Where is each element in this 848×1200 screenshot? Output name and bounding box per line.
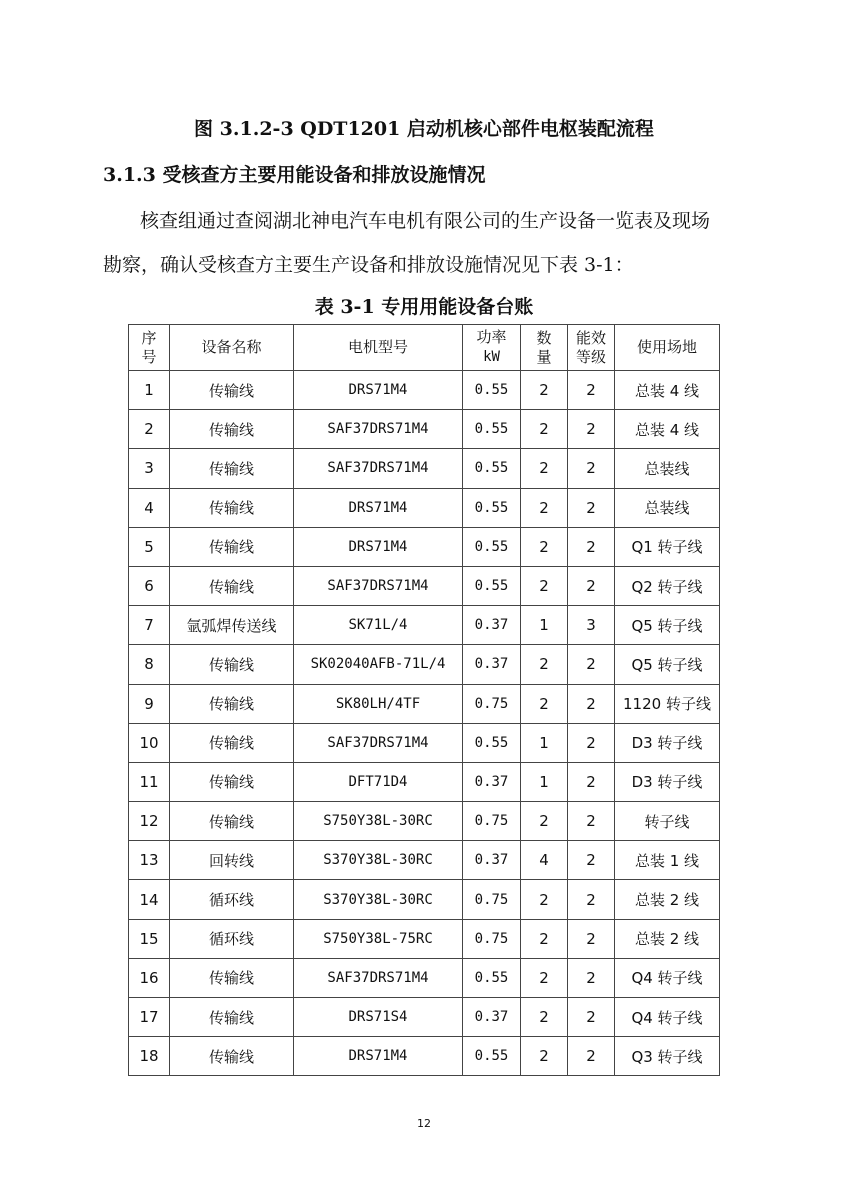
- table-row: [129, 762, 720, 801]
- cell-site: 1120 转子线: [615, 684, 720, 723]
- cell-seq: 7: [129, 606, 170, 645]
- header-seq: 序 号: [129, 325, 170, 371]
- cell-grade: 2: [568, 527, 615, 566]
- cell-qty: 2: [521, 1037, 568, 1076]
- section-heading: 3.1.3 受核查方主要用能设备和排放设施情况: [103, 164, 486, 186]
- cell-site: Q4 转子线: [615, 958, 720, 997]
- cell-model: SK80LH/4TF: [294, 684, 463, 723]
- cell-power: 0.37: [463, 998, 521, 1037]
- cell-model: SAF37DRS71M4: [294, 410, 463, 449]
- header-qty: 数 量: [521, 325, 568, 371]
- cell-seq: 12: [129, 802, 170, 841]
- cell-grade: 2: [568, 919, 615, 958]
- cell-qty: 2: [521, 566, 568, 605]
- cell-site: 总装 4 线: [615, 410, 720, 449]
- cell-seq: 15: [129, 919, 170, 958]
- cell-power: 0.37: [463, 645, 521, 684]
- cell-grade: 2: [568, 802, 615, 841]
- cell-name: 传输线: [170, 958, 294, 997]
- cell-power: 0.75: [463, 919, 521, 958]
- cell-seq: 1: [129, 371, 170, 410]
- cell-qty: 2: [521, 880, 568, 919]
- header-name: 设备名称: [170, 325, 294, 371]
- table-row: [129, 606, 720, 645]
- cell-qty: 2: [521, 998, 568, 1037]
- cell-power: 0.37: [463, 762, 521, 801]
- cell-site: Q2 转子线: [615, 566, 720, 605]
- cell-power: 0.55: [463, 958, 521, 997]
- cell-name: 传输线: [170, 1037, 294, 1076]
- cell-power: 0.75: [463, 880, 521, 919]
- cell-name: 传输线: [170, 723, 294, 762]
- cell-name: 传输线: [170, 449, 294, 488]
- cell-seq: 18: [129, 1037, 170, 1076]
- cell-power: 0.75: [463, 802, 521, 841]
- cell-grade: 2: [568, 488, 615, 527]
- cell-qty: 2: [521, 410, 568, 449]
- cell-power: 0.55: [463, 566, 521, 605]
- cell-site: Q3 转子线: [615, 1037, 720, 1076]
- table-row: [129, 919, 720, 958]
- cell-power: 0.55: [463, 371, 521, 410]
- table-header-row: [129, 325, 720, 371]
- table-row: [129, 1037, 720, 1076]
- table-row: [129, 488, 720, 527]
- cell-seq: 11: [129, 762, 170, 801]
- table-row: [129, 645, 720, 684]
- header-power: 功率 kW: [463, 325, 521, 371]
- cell-model: DRS71M4: [294, 371, 463, 410]
- cell-seq: 5: [129, 527, 170, 566]
- cell-seq: 10: [129, 723, 170, 762]
- table-row: [129, 527, 720, 566]
- cell-model: SK02040AFB-71L/4: [294, 645, 463, 684]
- cell-name: 传输线: [170, 998, 294, 1037]
- cell-qty: 2: [521, 527, 568, 566]
- cell-site: Q5 转子线: [615, 606, 720, 645]
- cell-model: SAF37DRS71M4: [294, 449, 463, 488]
- cell-name: 传输线: [170, 410, 294, 449]
- cell-site: 总装 1 线: [615, 841, 720, 880]
- table-row: [129, 371, 720, 410]
- cell-power: 0.37: [463, 841, 521, 880]
- cell-name: 传输线: [170, 488, 294, 527]
- cell-model: S750Y38L-30RC: [294, 802, 463, 841]
- cell-site: D3 转子线: [615, 723, 720, 762]
- header-site: 使用场地: [615, 325, 720, 371]
- cell-model: SAF37DRS71M4: [294, 958, 463, 997]
- cell-name: 回转线: [170, 841, 294, 880]
- cell-site: 总装 2 线: [615, 919, 720, 958]
- cell-model: SAF37DRS71M4: [294, 723, 463, 762]
- cell-site: Q1 转子线: [615, 527, 720, 566]
- cell-qty: 2: [521, 449, 568, 488]
- cell-qty: 2: [521, 488, 568, 527]
- cell-seq: 16: [129, 958, 170, 997]
- cell-model: S370Y38L-30RC: [294, 880, 463, 919]
- table-row: [129, 684, 720, 723]
- paragraph-line-2: 勘察，确认受核查方主要生产设备和排放设施情况见下表 3-1：: [103, 254, 634, 276]
- cell-power: 0.55: [463, 527, 521, 566]
- cell-model: DFT71D4: [294, 762, 463, 801]
- cell-seq: 9: [129, 684, 170, 723]
- page-number: 12: [417, 1117, 431, 1130]
- table-body: [129, 371, 720, 1076]
- cell-site: Q4 转子线: [615, 998, 720, 1037]
- cell-qty: 2: [521, 645, 568, 684]
- cell-qty: 2: [521, 371, 568, 410]
- table-row: [129, 723, 720, 762]
- cell-power: 0.37: [463, 606, 521, 645]
- cell-seq: 6: [129, 566, 170, 605]
- table-row: [129, 802, 720, 841]
- cell-qty: 2: [521, 919, 568, 958]
- cell-name: 传输线: [170, 802, 294, 841]
- cell-qty: 2: [521, 802, 568, 841]
- cell-power: 0.55: [463, 410, 521, 449]
- cell-grade: 2: [568, 958, 615, 997]
- cell-model: SAF37DRS71M4: [294, 566, 463, 605]
- cell-seq: 8: [129, 645, 170, 684]
- table-row: [129, 958, 720, 997]
- cell-qty: 1: [521, 606, 568, 645]
- cell-grade: 2: [568, 998, 615, 1037]
- cell-model: DRS71M4: [294, 488, 463, 527]
- cell-grade: 2: [568, 762, 615, 801]
- cell-name: 循环线: [170, 880, 294, 919]
- cell-power: 0.55: [463, 488, 521, 527]
- cell-qty: 1: [521, 762, 568, 801]
- cell-grade: 2: [568, 684, 615, 723]
- cell-model: DRS71S4: [294, 998, 463, 1037]
- cell-qty: 4: [521, 841, 568, 880]
- cell-grade: 2: [568, 841, 615, 880]
- cell-grade: 2: [568, 371, 615, 410]
- cell-name: 循环线: [170, 919, 294, 958]
- cell-name: 传输线: [170, 762, 294, 801]
- cell-grade: 2: [568, 566, 615, 605]
- cell-model: DRS71M4: [294, 527, 463, 566]
- equipment-table: [128, 324, 720, 1076]
- cell-name: 传输线: [170, 371, 294, 410]
- cell-name: 传输线: [170, 566, 294, 605]
- cell-site: 总装 2 线: [615, 880, 720, 919]
- cell-model: S750Y38L-75RC: [294, 919, 463, 958]
- cell-seq: 3: [129, 449, 170, 488]
- cell-power: 0.55: [463, 723, 521, 762]
- cell-power: 0.75: [463, 684, 521, 723]
- table-row: [129, 410, 720, 449]
- cell-qty: 2: [521, 684, 568, 723]
- cell-model: S370Y38L-30RC: [294, 841, 463, 880]
- cell-name: 传输线: [170, 645, 294, 684]
- cell-power: 0.55: [463, 1037, 521, 1076]
- cell-site: 总装线: [615, 488, 720, 527]
- cell-site: Q5 转子线: [615, 645, 720, 684]
- cell-name: 氩弧焊传送线: [170, 606, 294, 645]
- cell-model: DRS71M4: [294, 1037, 463, 1076]
- table-row: [129, 566, 720, 605]
- paragraph-line-1: 核查组通过查阅湖北神电汽车电机有限公司的生产设备一览表及现场: [140, 210, 711, 232]
- cell-seq: 4: [129, 488, 170, 527]
- table-row: [129, 998, 720, 1037]
- cell-grade: 2: [568, 880, 615, 919]
- cell-seq: 14: [129, 880, 170, 919]
- header-grade: 能效 等级: [568, 325, 615, 371]
- cell-grade: 3: [568, 606, 615, 645]
- cell-model: SK71L/4: [294, 606, 463, 645]
- table-row: [129, 841, 720, 880]
- header-model: 电机型号: [294, 325, 463, 371]
- figure-caption: 图 3.1.2-3 QDT1201 启动机核心部件电枢装配流程: [194, 118, 654, 140]
- cell-name: 传输线: [170, 527, 294, 566]
- cell-site: D3 转子线: [615, 762, 720, 801]
- cell-grade: 2: [568, 1037, 615, 1076]
- table-row: [129, 880, 720, 919]
- cell-power: 0.55: [463, 449, 521, 488]
- cell-name: 传输线: [170, 684, 294, 723]
- table-title: 表 3-1 专用用能设备台账: [314, 296, 534, 318]
- cell-qty: 1: [521, 723, 568, 762]
- cell-grade: 2: [568, 645, 615, 684]
- table-row: [129, 449, 720, 488]
- cell-site: 转子线: [615, 802, 720, 841]
- cell-grade: 2: [568, 410, 615, 449]
- cell-site: 总装 4 线: [615, 371, 720, 410]
- cell-qty: 2: [521, 958, 568, 997]
- cell-seq: 2: [129, 410, 170, 449]
- cell-grade: 2: [568, 723, 615, 762]
- cell-grade: 2: [568, 449, 615, 488]
- cell-seq: 17: [129, 998, 170, 1037]
- cell-seq: 13: [129, 841, 170, 880]
- cell-site: 总装线: [615, 449, 720, 488]
- equipment-table-container: [128, 324, 720, 1076]
